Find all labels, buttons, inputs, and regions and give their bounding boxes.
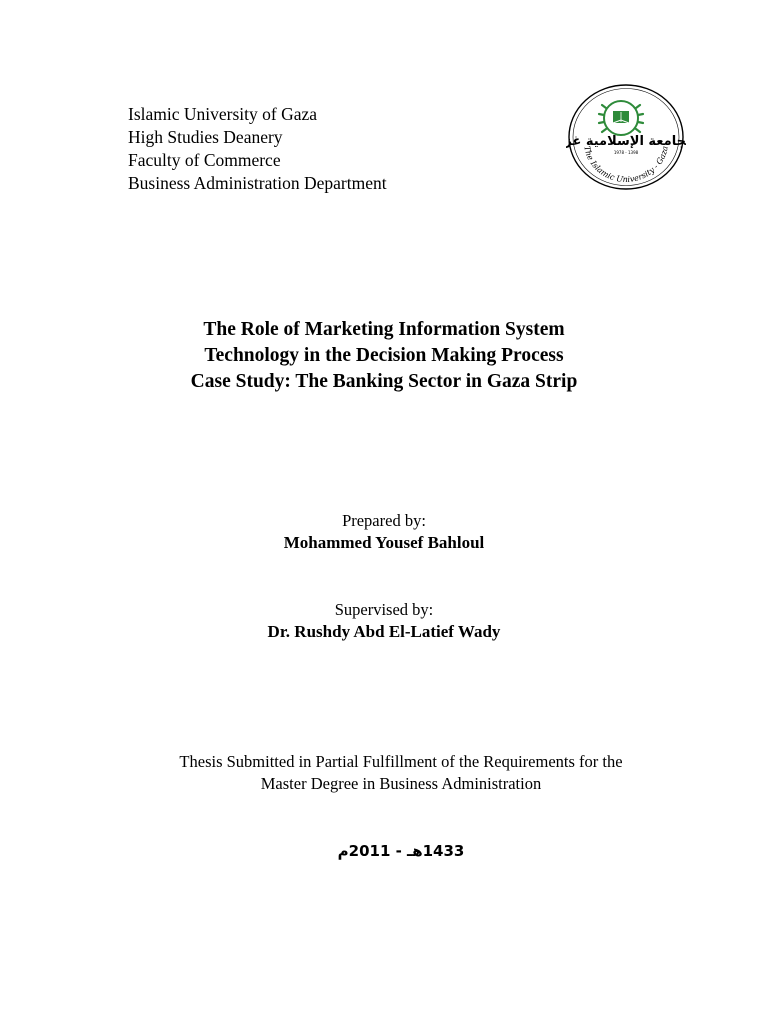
university-name: Islamic University of Gaza	[128, 104, 318, 124]
seal-emblem-icon	[599, 101, 643, 135]
svg-text:الجامعة الإسلامية غزة: جامعة الإسلامية غز	[566, 134, 686, 149]
author-name: Mohammed Yousef Bahloul	[283, 533, 485, 552]
faculty-name: Faculty of Commerce	[128, 150, 281, 170]
thesis-line-2: Master Degree in Business Administration	[260, 774, 542, 793]
title-line-1: The Role of Marketing Information System	[203, 319, 565, 340]
thesis-line-1: Thesis Submitted in Partial Fulfillment of the Requirements for the	[179, 752, 623, 771]
thesis-statement	[0, 751, 768, 795]
prepared-by-label: Prepared by:	[342, 511, 426, 530]
supervised-by-label: Supervised by:	[334, 600, 434, 619]
supervisor-name: Dr. Rushdy Abd El-Latief Wady	[267, 622, 501, 641]
deanery-name: High Studies Deanery	[128, 127, 283, 147]
title-line-3: Case Study: The Banking Sector in Gaza Strip	[190, 371, 578, 392]
svg-text:1978 - 1398: 1978 - 1398	[613, 150, 639, 155]
prepared-by-section	[0, 510, 768, 554]
department-name: Business Administration Department	[128, 173, 387, 193]
submission-date: 1433هـ - 2011م	[337, 842, 465, 860]
svg-text:The Islamic University - Gaza: The Islamic University - Gaza	[582, 145, 670, 185]
title-line-2: Technology in the Decision Making Process	[204, 345, 564, 366]
university-seal-logo	[566, 82, 686, 192]
supervised-by-section	[0, 599, 768, 643]
institution-header	[128, 103, 387, 195]
thesis-title	[0, 317, 768, 395]
